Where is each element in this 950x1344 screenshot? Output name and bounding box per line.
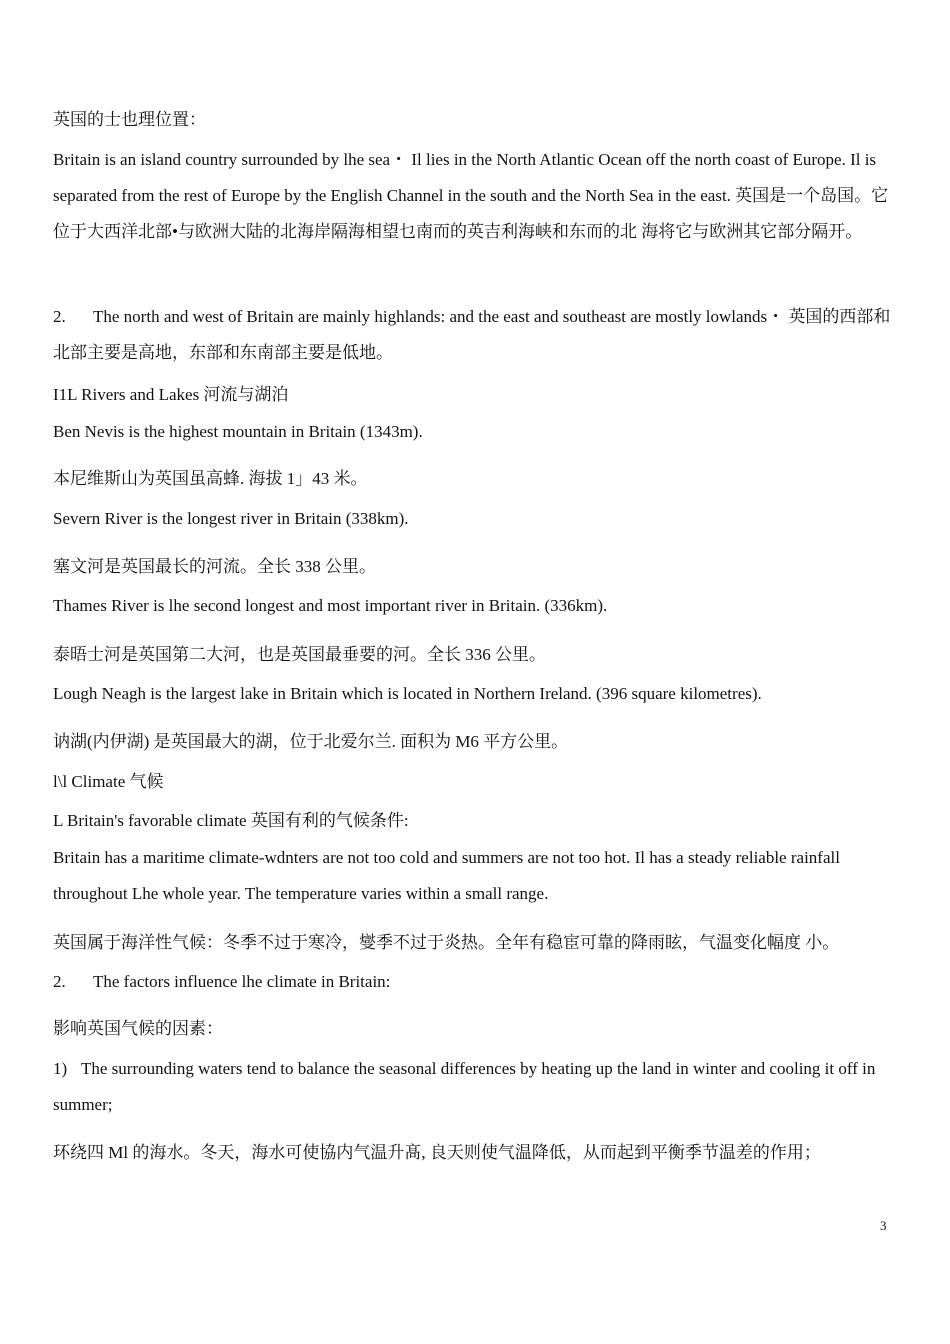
- list-number: 1): [53, 1059, 68, 1078]
- heading-location: 英国的士也理位置：: [53, 110, 206, 129]
- maritime-climate-en: Britain has a maritime climate-wdnters are not too cold and summers are not too hot. Il has a steady reliable rainfall throughout Lhe whole year. The temperature varies within a small range.: [53, 848, 840, 903]
- thames-zh: 泰晤士河是英国第二大河，也是英国最垂要的河。全长 336 公里。: [53, 645, 546, 664]
- maritime-climate-zh: 英国属于海洋性气候：冬季不过于寒冷，燮季不过于炎热。全年有稳宦可靠的降雨眩，气温变化幅度 小。: [53, 933, 840, 952]
- heading-rivers-lakes: I1L Rivers and Lakes 河流与湖泊: [53, 385, 289, 404]
- severn-zh: 塞文河是英国最长的河流。全长 338 公里。: [53, 557, 376, 576]
- heading-favorable-climate: L Britain's favorable climate 英国有利的气候条件:: [53, 811, 409, 830]
- paragraph-island: Britain is an island country surrounded by lhe sea・ Il lies in the North Atlantic Ocean off the north coast of Europe. Il is separated from the rest of Europe by the English Channel in the south and the North Sea in the east. 英国是一个岛国。它位于大西洋北部•与欧洲大陆的北海岸隔海相望乜南而的英吉利海峡和东而的北 海将它与欧洲其它部分隔开。: [53, 150, 889, 241]
- factors-heading-text: The factors influence lhe climate in Britain:: [93, 972, 391, 991]
- factor-item-1-zh: 环绕四 Ml 的海水。冬天，海水可使協内气温升髙, 良天则使气温降低，从而起到平衡季节温差的作用；: [53, 1143, 821, 1162]
- lough-neagh-zh: 讷湖(内伊湖) 是英国最大的湖，位于北爱尔兰. 面积为 M6 平方公里。: [53, 732, 569, 751]
- ben-nevis-zh: 本尼维斯山为英国虽高蜂. 海拔 1」43 米。: [53, 469, 368, 488]
- factors-heading: [53, 964, 903, 1000]
- ben-nevis-en: Ben Nevis is the highest mountain in Britain (1343m).: [53, 422, 423, 441]
- thames-en: Thames River is lhe second longest and most important river in Britain. (336km).: [53, 596, 608, 615]
- list-number: 2.: [53, 307, 66, 326]
- lough-neagh-en: Lough Neagh is the largest lake in Britain which is located in Northern Ireland. (396 square kilometres).: [53, 684, 762, 703]
- heading-climate: l\l Climate 气候: [53, 772, 164, 791]
- page-number: 3: [880, 1218, 887, 1233]
- list-number: 2.: [53, 972, 66, 991]
- paragraph-highlands-text: The north and west of Britain are mainly highlands: and the east and southeast are mostly lowlands・ 英国的西部和北部主要是高地，东部和东南部主要是低地。: [53, 307, 891, 362]
- factor-item-1: [53, 1051, 903, 1123]
- severn-en: Severn River is the longest river in Britain (338km).: [53, 509, 409, 528]
- factor-item-1-text: The surrounding waters tend to balance the seasonal differences by heating up the land in winter and cooling it off in summer;: [53, 1059, 876, 1114]
- paragraph-highlands: [53, 299, 903, 371]
- factors-heading-zh: 影响英国气候的因素：: [53, 1019, 223, 1038]
